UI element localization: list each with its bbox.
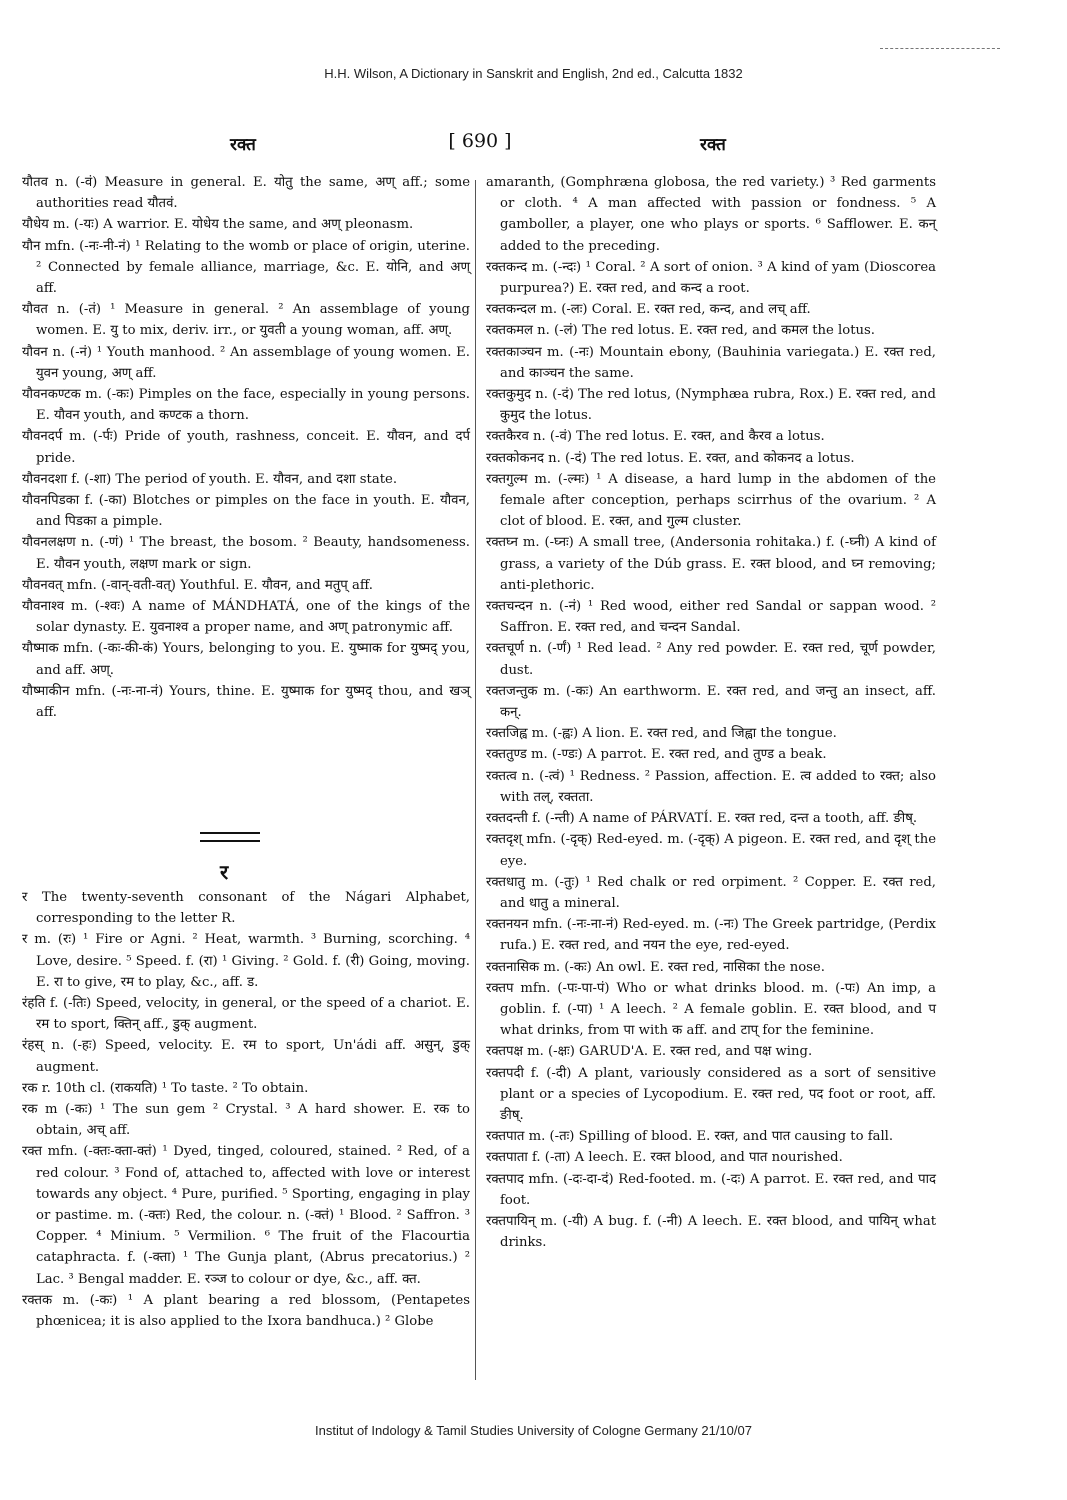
dictionary-entry: यौवनकण्टक m. (-कः) Pimples on the face, especially in young persons. E. यौवन youth, and कण्टक a thorn. — [22, 387, 470, 424]
dictionary-entry: र The twenty-seventh consonant of the Nágari Alphabet, corresponding to the letter R. — [22, 890, 470, 927]
dictionary-entry: रक्तधातु m. (-तुः) ¹ Red chalk or red orpiment. ² Copper. E. रक्त red, and धातु a mineral. — [486, 874, 936, 911]
dictionary-entry: यौन mfn. (-नः-नी-नं) ¹ Relating to the womb or place of origin, uterine. ² Connected by female alliance, marriage, &c. E. योनि, and अण् aff. — [22, 238, 470, 297]
dictionary-entry: रक्तजन्तुक m. (-कः) An earthworm. E. रक्त red, and जन्तु an insect, aff. कन्. — [486, 683, 936, 721]
dictionary-entry: यौतव n. (-वं) Measure in general. E. योतु the same, अण् aff.; some authorities read यौतवं. — [22, 175, 470, 212]
left-column-section — [22, 887, 470, 1332]
dictionary-entry: यौवत n. (-तं) ¹ Measure in general. ² An assemblage of young women. E. यु to mix, deriv. irr., or युवती a young woman, aff. अण्. — [22, 302, 470, 339]
dictionary-entry: यौधेय m. (-यः) A warrior. E. योधेय the same, and अण् pleonasm. — [22, 217, 414, 233]
dictionary-entry: रंहस् n. (-हः) Speed, velocity. E. रम to sport, Un'ádi aff. असुन्, डुक् augment. — [22, 1038, 470, 1075]
dictionary-entry: रक्तदन्ती f. (-न्ती) A name of PÁRVATÍ. E. रक्त red, दन्त a tooth, aff. ङीष्. — [486, 811, 918, 827]
section-rule — [200, 832, 260, 842]
dictionary-entry: रक्तघ्न m. (-घ्नः) A small tree, (Andersonia rohitaka.) f. (-घ्नी) A kind of grass, a variety of the Dúb grass. E. रक्त blood, and घ्न removing; anti-plethoric. — [486, 535, 936, 593]
dictionary-entry: रक्तकमल n. (-लं) The red lotus. E. रक्त red, and कमल the lotus. — [486, 323, 875, 339]
dictionary-entry: रक m (-कः) ¹ The sun gem ² Crystal. ³ A hard shower. E. रक to obtain, अच् aff. — [22, 1102, 470, 1139]
dictionary-entry: रक्तपक्ष m. (-क्षः) GARUD'A. E. रक्त red, and पक्ष wing. — [486, 1044, 813, 1060]
dictionary-entry: रक्तपाता f. (-ता) A leech. E. रक्त blood, and पात nourished. — [486, 1150, 843, 1166]
dictionary-entry: रक्तकैरव n. (-वं) The red lotus. E. रक्त, and कैरव a lotus. — [486, 429, 825, 445]
dictionary-entry: यौष्माकीन mfn. (-नः-ना-नं) Yours, thine. E. युष्माक for युष्मद् thou, and खञ् aff. — [22, 683, 470, 721]
dictionary-entry: रक्तजिह्व m. (-ह्वः) A lion. E. रक्त red, and जिह्वा the tongue. — [486, 726, 837, 742]
dictionary-entry: रक्तक m. (-कः) ¹ A plant bearing a red blossom, (Pentapetes phœnicea; it is also applied to the Ixora bandhuca.) ² Globe — [22, 1292, 470, 1330]
dictionary-entry: यौवनलक्षण n. (-णं) ¹ The breast, the bosom. ² Beauty, handsomeness. E. यौवन youth, लक्षण mark or sign. — [22, 535, 470, 572]
dictionary-entry: रक्तपात m. (-तः) Spilling of blood. E. रक्त, and पात causing to fall. — [486, 1129, 894, 1145]
dictionary-entry: रक्तचूर्ण n. (-र्णं) ¹ Red lead. ² Any red powder. E. रक्त red, चूर्ण powder, dust. — [486, 641, 936, 678]
dictionary-entry: रक r. 10th cl. (राकयति) ¹ To taste. ² To obtain. — [22, 1080, 309, 1096]
dictionary-entry: amaranth, (Gomphræna globosa, the red variety.) ³ Red garments or cloth. ⁴ A man affected with passion or fondness. ⁵ A gamboller, a player, one who plays or sports. ⁶ Safflower. E. कन् added to the preceding. — [486, 175, 936, 254]
dictionary-entry: र m. (रः) ¹ Fire or Agni. ² Heat, warmth. ³ Burning, scorching. ⁴ Love, desire. ⁵ Speed. f. (रा) ¹ Giving. ² Gold. f. (री) Going, moving. E. रा to give, रम to play, &c., aff. ड. — [22, 932, 470, 990]
dictionary-entry: रक्तकोकनद n. (-दं) The red lotus. E. रक्त, and कोकनद a lotus. — [486, 450, 855, 466]
source-header: H.H. Wilson, A Dictionary in Sanskrit and English, 2nd ed., Calcutta 1832 — [324, 66, 743, 81]
top-scan-mark — [880, 48, 1000, 50]
left-column — [22, 172, 470, 723]
column-divider — [475, 180, 476, 1380]
dictionary-entry: रक्तत्व n. (-त्वं) ¹ Redness. ² Passion, affection. E. त्व added to रक्त; also with तल्, रक्तता. — [486, 768, 936, 805]
dictionary-entry: रंहति f. (-तिः) Speed, velocity, in general, or the speed of a chariot. E. रम to sport, क्तिन् aff., डुक् augment. — [22, 996, 470, 1033]
running-head-left: रक्त — [230, 135, 256, 155]
dictionary-entry: रक्तचन्दन n. (-नं) ¹ Red wood, either red Sandal or sappan wood. ² Saffron. E. रक्त red, and चन्दन Sandal. — [486, 599, 936, 636]
dictionary-entry: रक्तकाञ्चन m. (-नः) Mountain ebony, (Bauhinia variegata.) E. रक्त red, and काञ्चन the same. — [486, 344, 936, 381]
dictionary-entry: यौष्माक mfn. (-कः-की-कं) Yours, belonging to you. E. युष्माक for युष्मद् you, and aff. अण्. — [22, 641, 470, 678]
dictionary-entry: रक्तनासिक m. (-कः) An owl. E. रक्त red, नासिका the nose. — [486, 959, 825, 975]
source-footer: Institut of Indology & Tamil Studies University of Cologne Germany 21/10/07 — [315, 1423, 752, 1438]
right-column — [486, 172, 936, 1253]
dictionary-entry: रक्त mfn. (-क्तः-क्ता-क्तं) ¹ Dyed, tinged, coloured, stained. ² Red, of a red colour. ³ Fond of, attached to, affected with love or interest towards any object. ⁴ Pure, purified. ⁵ Sporting, engaging in play or pastime. m. (-क्तः) Red, the colour. n. (-क्तं) ¹ Blood. ² Saffron. ³ Copper. ⁴ Minium. ⁵ Vermilion. ⁶ The fruit of the Flacourtia cataphracta. f. (-क्ता) ¹ The Gunja plant, (Abrus precatorius.) ² Lac. ³ Bengal madder. E. रञ्ज to colour or dye, &c., aff. क्त. — [22, 1144, 470, 1287]
dictionary-entry: यौवनवत् mfn. (-वान्-वती-वत्) Youthful. E. यौवन, and मतुप् aff. — [22, 577, 373, 593]
dictionary-entry: रक्तपाद mfn. (-दः-दा-दं) Red-footed. m. (-दः) A parrot. E. रक्त red, and पाद foot. — [486, 1171, 936, 1208]
section-letter: र — [220, 860, 229, 884]
dictionary-entry: यौवनदर्प m. (-र्पः) Pride of youth, rashness, conceit. E. यौवन, and दर्प pride. — [22, 429, 470, 466]
dictionary-entry: रक्तपायिन् m. (-यी) A bug. f. (-नी) A leech. E. रक्त blood, and पायिन् what drinks. — [486, 1213, 936, 1251]
dictionary-entry: रक्तकुमुद n. (-दं) The red lotus, (Nymphæa rubra, Rox.) E. रक्त red, and कुमुद the lotus. — [486, 387, 936, 424]
page-number: [ 690 ] — [448, 130, 512, 152]
dictionary-entry: यौवनाश्व m. (-श्वः) A name of MÁNDHATÁ, one of the kings of the solar dynasty. E. युवनाश्व a proper name, and अण् patronymic aff. — [22, 599, 470, 636]
dictionary-entry: रक्तगुल्म m. (-ल्मः) ¹ A disease, a hard lump in the abdomen of the female after conception, perhaps scirrhus of the ovarium. ² A clot of blood. E. रक्त, and गुल्म cluster. — [486, 471, 936, 530]
dictionary-entry: रक्तकन्द m. (-न्दः) ¹ Coral. ² A sort of onion. ³ A kind of yam (Dioscorea purpurea?) E. रक्त red, and कन्द a root. — [486, 259, 936, 297]
dictionary-entry: रक्तकन्दल m. (-लः) Coral. E. रक्त red, कन्द, and लच् aff. — [486, 302, 811, 318]
dictionary-entry: रक्तनयन mfn. (-नः-ना-नं) Red-eyed. m. (-नः) The Greek partridge, (Perdix rufa.) E. रक्त red, and नयन the eye, red-eyed. — [486, 917, 936, 954]
dictionary-entry: यौवनपिडका f. (-का) Blotches or pimples on the face in youth. E. यौवन, and पिडका a pimple. — [22, 493, 470, 530]
running-head-right: रक्त — [700, 135, 726, 155]
dictionary-entry: रक्तप mfn. (-पः-पा-पं) Who or what drinks blood. m. (-पः) An imp, a goblin. f. (-पा) ¹ A leech. ² A female goblin. E. रक्त blood, and प what drinks, from पा with क aff. and टाप् for the feminine. — [486, 980, 936, 1039]
dictionary-entry: रक्तदृश् mfn. (-दृक्) Red-eyed. m. (-दृक्) A pigeon. E. रक्त red, and दृश् the eye. — [486, 832, 936, 869]
dictionary-entry: यौवनदशा f. (-शा) The period of youth. E. यौवन, and दशा state. — [22, 471, 398, 487]
dictionary-entry: रक्तपदी f. (-दी) A plant, variously considered as a sort of sensitive plant or a species of Lycopodium. E. रक्त red, पद foot or root, aff. ङीष्. — [486, 1065, 936, 1123]
dictionary-entry: रक्ततुण्ड m. (-ण्डः) A parrot. E. रक्त red, and तुण्ड a beak. — [486, 747, 827, 763]
dictionary-entry: यौवन n. (-नं) ¹ Youth manhood. ² An assemblage of young women. E. युवन young, अण् aff. — [22, 344, 470, 381]
